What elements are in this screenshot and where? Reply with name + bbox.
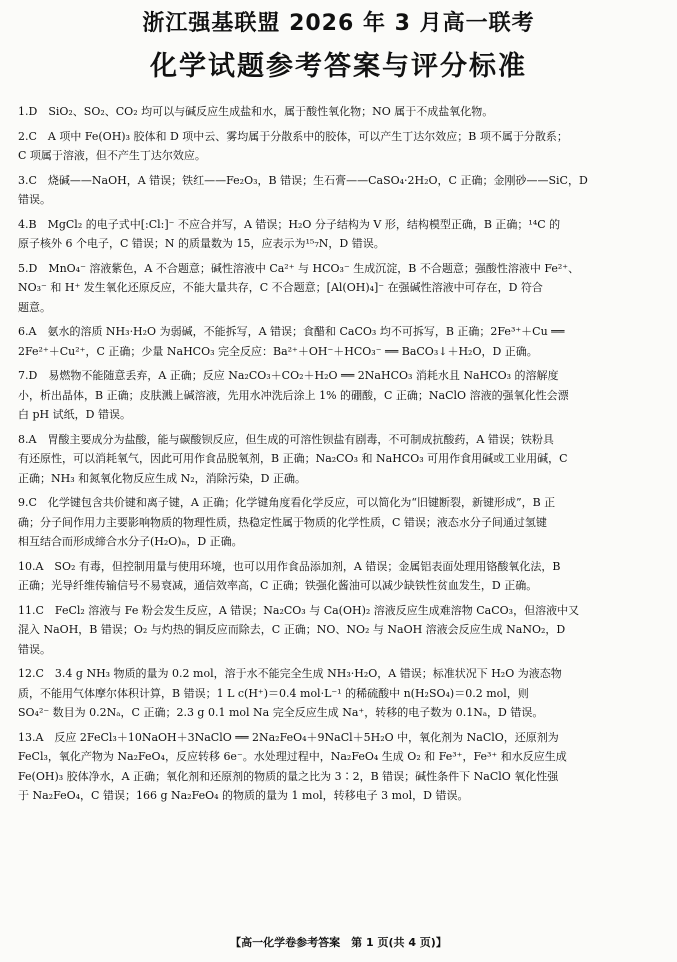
answer-item <box>18 102 663 122</box>
answer-item <box>18 728 663 806</box>
answer-line: 13.A 反应 2FeCl₃＋10NaOH＋3NaClO ══ 2Na₂FeO₄＋9NaCl＋5H₂O 中，氧化剂为 NaClO，还原剂为 <box>18 730 559 744</box>
answer-list <box>18 102 663 811</box>
answer-line: 8.A 胃酸主要成分为盐酸，能与碳酸钡反应，但生成的可溶性钡盐有剧毒，不可制成抗酸药，A 错误；铁粉具 <box>18 432 554 446</box>
answer-line: Fe(OH)₃ 胶体净水，A 正确；氧化剂和还原剂的物质的量之比为 3∶2，B 错误；碱性条件下 NaClO 氧化性强 <box>18 769 559 783</box>
page-footer: 【高一化学卷参考答案 第 1 页(共 4 页)】 <box>230 936 447 949</box>
answer-line: 6.A 氨水的溶质 NH₃·H₂O 为弱碱，不能拆写，A 错误；食醋和 CaCO₃ 均不可拆写，B 正确；2Fe³⁺＋Cu ══ <box>18 325 565 338</box>
answer-line: SO₄²⁻ 数目为 0.2Nₐ，C 正确；2.3 g 0.1 mol Na 完全反应生成 Na⁺，转移的电子数为 0.1Nₐ，D 错误。 <box>18 706 544 719</box>
answer-line: 错误。 <box>18 193 51 206</box>
answer-line: 正确；光导纤维传输信号不易衰减，通信效率高，C 正确；铁强化酱油可以减少缺铁性贫血发生，D 正确。 <box>18 579 538 592</box>
answer-line: 白 pH 试纸，D 错误。 <box>18 408 131 421</box>
answer-line: 相互结合而形成缔合水分子(H₂O)ₙ，D 正确。 <box>18 535 243 548</box>
page-title: 化学试题参考答案与评分标准 <box>150 51 527 82</box>
exam-title: 浙江强基联盟 2026 年 3 月高一联考 <box>142 11 535 36</box>
answer-item <box>18 601 663 660</box>
answer-line: 确；分子间作用力主要影响物质的物理性质，热稳定性属于物质的化学性质，C 错误；液态水分子间通过氢键 <box>18 515 547 529</box>
answer-line: 3.C 烧碱——NaOH，A 错误；铁红——Fe₂O₃，B 错误；生石膏——CaSO₄·2H₂O，C 正确；金刚砂——SiC，D <box>18 173 588 187</box>
answer-line: 4.B MgCl₂ 的电子式中[:Cl:]⁻ 不应合并写，A 错误；H₂O 分子结构为 V 形，结构模型正确，B 正确；¹⁴C 的 <box>18 217 561 231</box>
answer-line: 混入 NaOH，B 错误；O₂ 与灼热的铜反应而除去，C 正确；NO、NO₂ 与 NaOH 溶液会反应生成 NaNO₂，D <box>18 623 566 636</box>
answer-line: 2.C A 项中 Fe(OH)₃ 胶体和 D 项中云、雾均属于分散系中的胶体，可以产生丁达尔效应；B 项不属于分散系； <box>18 129 568 143</box>
answer-line: 题意。 <box>18 300 51 314</box>
answer-item <box>18 366 663 425</box>
answer-item <box>18 664 663 723</box>
answer-item <box>18 127 663 166</box>
answer-line: 12.C 3.4 g NH₃ 物质的量为 0.2 mol，溶于水不能完全生成 NH₃·H₂O，A 错误；标准状况下 H₂O 为液态物 <box>18 667 562 680</box>
answer-line: 有还原性，可以消耗氧气，因此可用作食品脱氧剂，B 正确；Na₂CO₃ 和 NaHCO₃ 可用作食用碱或工业用碱，C <box>18 452 568 465</box>
answer-line: 1.D SiO₂、SO₂、CO₂ 均可以与碱反应生成盐和水，属于酸性氧化物；NO 属于不成盐氧化物。 <box>18 105 494 118</box>
answer-item <box>18 171 663 210</box>
answer-line: 2Fe²⁺＋Cu²⁺，C 正确；少量 NaHCO₃ 完全反应：Ba²⁺＋OH⁻＋HCO₃⁻ ══ BaCO₃↓＋H₂O，D 正确。 <box>18 344 538 358</box>
answer-item <box>18 493 663 552</box>
answer-line: 7.D 易燃物不能随意丢弃，A 正确；反应 Na₂CO₃＋CO₂＋H₂O ══ 2NaHCO₃ 消耗水且 NaHCO₃ 的溶解度 <box>18 369 559 382</box>
answer-line: 正确；NH₃ 和氮氧化物反应生成 N₂，消除污染，D 正确。 <box>18 471 306 485</box>
answer-item <box>18 557 663 596</box>
answer-line: 9.C 化学键包含共价键和离子键，A 正确；化学键角度看化学反应，可以简化为“旧键断裂，新键形成”，B 正 <box>18 496 556 509</box>
answer-line: 原子核外 6 个电子，C 错误；N 的质量数为 15，应表示为¹⁵₇N，D 错误。 <box>18 237 385 250</box>
answer-item <box>18 215 663 254</box>
answer-item <box>18 322 663 361</box>
answer-line: 小，析出晶体，B 正确；皮肤溅上碱溶液，先用水冲洗后涂上 1% 的硼酸，C 正确；NaClO 溶液的强氧化性会漂 <box>18 388 569 402</box>
answer-line: 5.D MnO₄⁻ 溶液紫色，A 不合题意；碱性溶液中 Ca²⁺ 与 HCO₃⁻ 生成沉淀，B 不合题意；强酸性溶液中 Fe²⁺、 <box>18 261 580 275</box>
answer-item <box>18 259 663 318</box>
answer-line: C 项属于溶液，但不产生丁达尔效应。 <box>18 149 206 162</box>
answer-line: 于 Na₂FeO₄，C 错误；166 g Na₂FeO₄ 的物质的量为 1 mol，转移电子 3 mol，D 错误。 <box>18 789 469 802</box>
answer-line: 10.A SO₂ 有毒，但控制用量与使用环境，也可以用作食品添加剂，A 错误；金属铝表面处理用铬酸氧化法，B <box>18 559 561 573</box>
answer-line: 11.C FeCl₂ 溶液与 Fe 粉会发生反应，A 错误；Na₂CO₃ 与 Ca(OH)₂ 溶液反应生成难溶物 CaCO₃，但溶液中又 <box>18 603 580 617</box>
answer-line: 错误。 <box>18 642 51 656</box>
answer-line: FeCl₃，氧化产物为 Na₂FeO₄，反应转移 6e⁻。水处理过程中，Na₂FeO₄ 生成 O₂ 和 Fe³⁺，Fe³⁺ 和水反应生成 <box>18 750 567 763</box>
answer-item <box>18 430 663 489</box>
answer-line: NO₃⁻ 和 H⁺ 发生氧化还原反应，不能大量共存，C 不合题意；[Al(OH)₄]⁻ 在强碱性溶液中可存在，D 符合 <box>18 281 543 294</box>
answer-line: 质，不能用气体摩尔体积计算，B 错误；1 L c(H⁺)＝0.4 mol·L⁻¹ 的稀硫酸中 n(H₂SO₄)＝0.2 mol，则 <box>18 686 529 700</box>
